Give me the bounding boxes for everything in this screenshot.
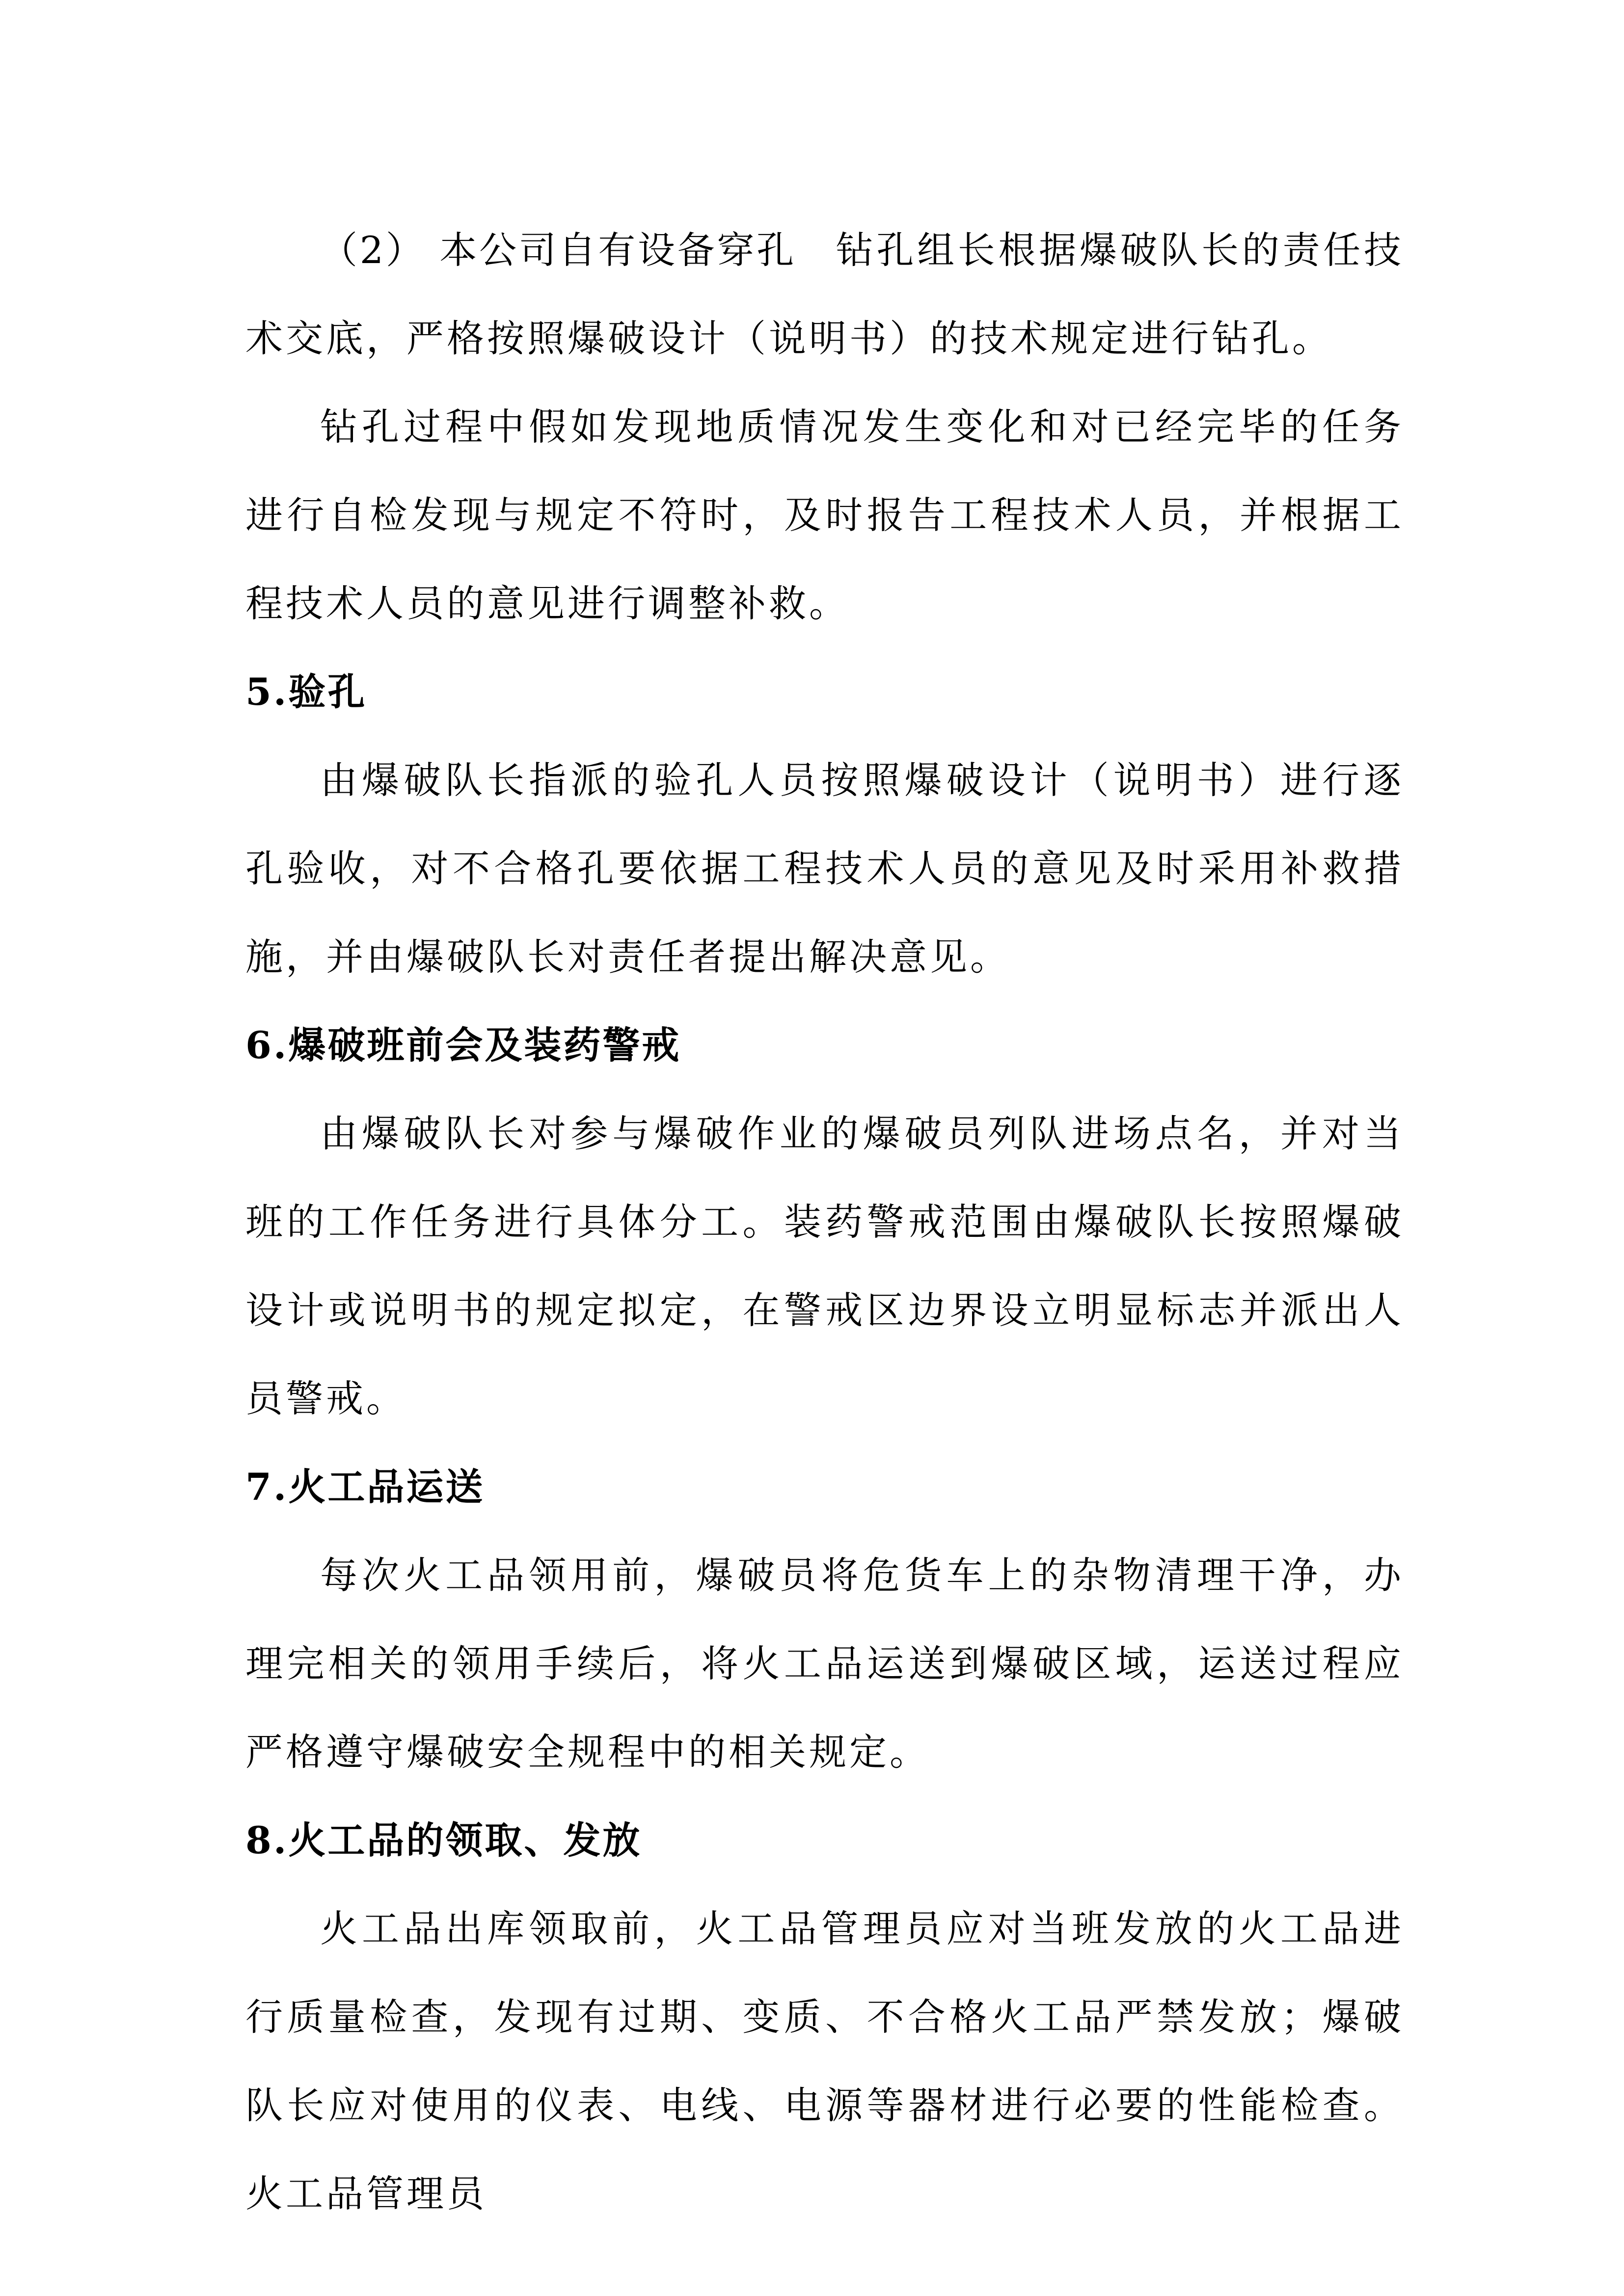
paragraph-text: 钻孔组长根据爆破队长的责任技术交底，严格按照爆破设计（说明书）的技术规定进行钻孔。 [245,228,1405,360]
section-heading-hole-inspection: 5.验孔 [245,670,367,714]
paragraph-explosives-issue: 火工品出库领取前，火工品管理员应对当班发放的火工品进行质量检查，发现有过期、变质、不合格火工品严禁发放；爆破队长应对使用的仪表、电线、电源等器材进行必要的性能检查。火工品管理员 [245,1907,1404,2216]
paragraph-geology-change: 钻孔过程中假如发现地质情况发生变化和对已经完毕的任务进行自检发现与规定不符时，及时报告工程技术人员，并根据工程技术人员的意见进行调整补救。 [245,405,1404,625]
paragraph-explosives-transport: 每次火工品领用前，爆破员将危货车上的杂物清理干净，办理完相关的领用手续后，将火工品运送到爆破区域，运送过程应严格遵守爆破安全规程中的相关规定。 [245,1553,1404,1774]
section-heading-preshift-meeting: 6.爆破班前会及装药警戒 [245,1023,681,1067]
document-body [245,206,1404,2238]
paragraph-hole-inspection: 由爆破队长指派的验孔人员按照爆破设计（说明书）进行逐孔验收，对不合格孔要依据工程技术人员的意见及时采用补救措施，并由爆破队长对责任者提出解决意见。 [245,758,1404,979]
section-heading-explosives-transport: 7.火工品运送 [245,1465,485,1509]
paragraph-own-equipment-drilling [245,206,1404,383]
section-heading-explosives-issue: 8.火工品的领取、发放 [245,1818,642,1862]
paragraph-preshift-meeting: 由爆破队长对参与爆破作业的爆破员列队进场点名，并对当班的工作任务进行具体分工。装药警戒范围由爆破队长按照爆破设计或说明书的规定拟定，在警戒区边界设立明显标志并派出人员警戒。 [245,1112,1404,1420]
inline-heading-own-equipment: （2） 本公司自有设备穿孔 [320,228,796,272]
